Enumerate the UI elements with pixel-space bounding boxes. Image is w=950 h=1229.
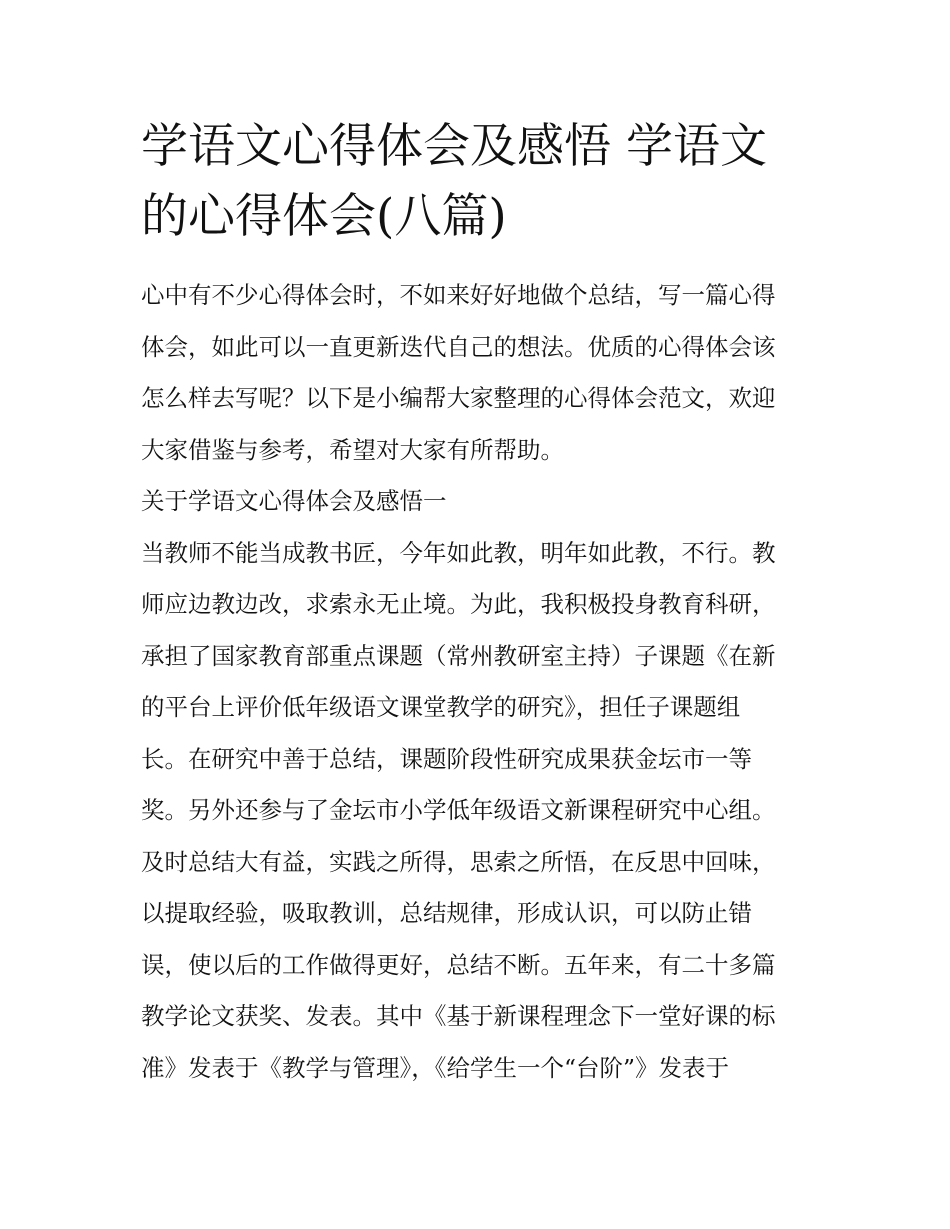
intro-line: 大家借鉴与参考，希望对大家有所帮助。 — [141, 435, 564, 464]
document-title — [141, 112, 821, 252]
paragraph-line: 师应边教边改，求索永无止境。为此，我积极投身教育科研， — [141, 590, 776, 618]
intro-line: 心中有不少心得体会时，不如来好好地做个总结，写一篇心得 — [141, 281, 776, 309]
paragraph-line: 教学论文获奖、发表。其中《基于新课程理念下一堂好课的标 — [141, 1002, 776, 1030]
intro-line: 怎么样去写呢？以下是小编帮大家整理的心得体会范文，欢迎 — [141, 384, 776, 412]
intro-line: 体会，如此可以一直更新迭代自己的想法。优质的心得体会该 — [141, 332, 776, 361]
body-text — [141, 270, 821, 1094]
document-content — [141, 112, 821, 1094]
paragraph-line: 当教师不能当成教书匠，今年如此教，明年如此教，不行。教 — [141, 538, 776, 567]
paragraph-line: 奖。另外还参与了金坛市小学低年级语文新课程研究中心组。 — [141, 796, 776, 824]
paragraph-line: 承担了国家教育部重点课题（常州教研室主持）子课题《在新 — [141, 641, 776, 670]
paragraph-line: 以提取经验，吸取教训，总结规律，形成认识，可以防止错 — [141, 899, 752, 927]
title-line: 的心得体会(八篇) — [141, 189, 507, 244]
paragraph-line: 的平台上评价低年级语文课堂教学的研究》，担任子课题组 — [141, 693, 741, 721]
paragraph-line: 误，使以后的工作做得更好，总结不断。五年来，有二十多篇 — [141, 950, 776, 979]
paragraph-line: 准》发表于《教学与管理》，《给学生一个“台阶”》发表于 — [141, 1053, 730, 1082]
title-line: 学语文心得体会及感悟 学语文 — [141, 119, 767, 174]
paragraph-line: 及时总结大有益，实践之所得，思索之所悟，在反思中回味， — [141, 847, 776, 876]
section-heading: 关于学语文心得体会及感悟一 — [141, 487, 447, 515]
paragraph-line: 长。在研究中善于总结，课题阶段性研究成果获金坛市一等 — [141, 744, 752, 773]
